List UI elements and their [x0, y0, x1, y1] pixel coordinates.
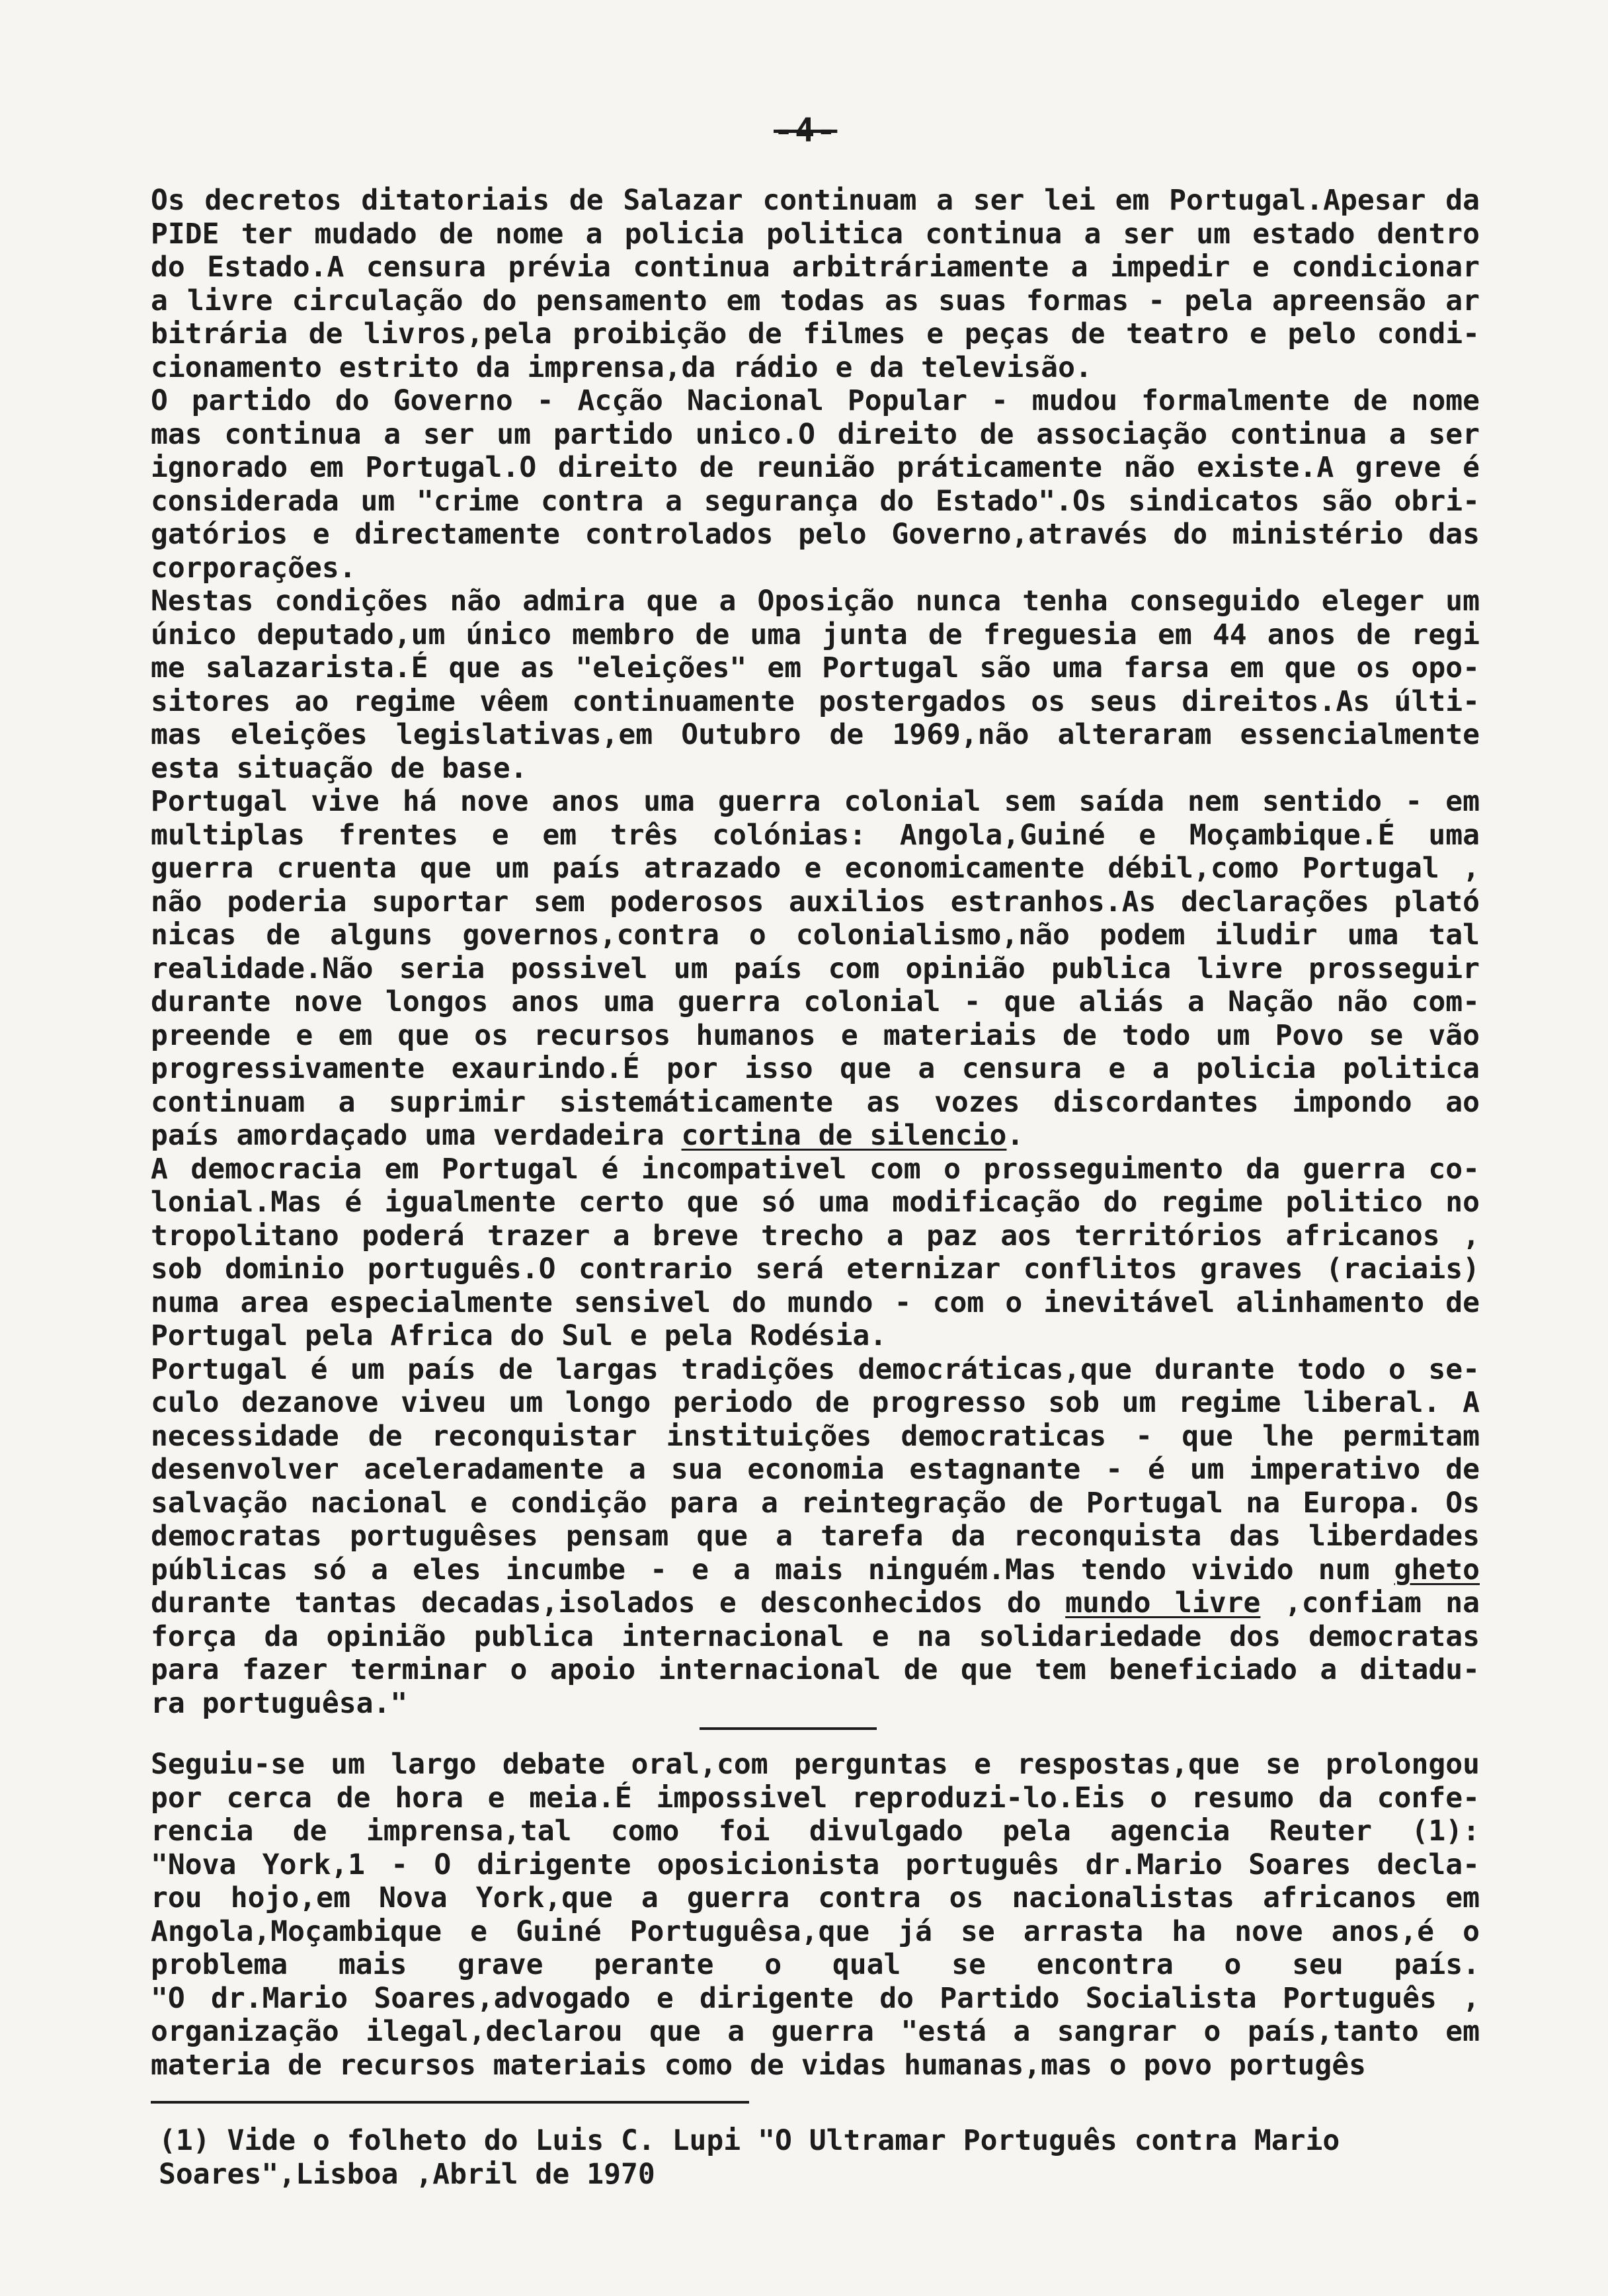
footnote-line: (1) Vide o folheto do Luis C. Lupi "O Ultramar Português contra Mario	[159, 2124, 1340, 2156]
text-line: numa area especialmente sensivel do mundo - com o inevitável alinhamento de	[151, 1286, 1480, 1319]
text-line: do Estado.A censura prévia continua arbitráriamente a impedir e condicionar	[151, 251, 1480, 284]
text-line: O partido do Governo - Acção Nacional Popular - mudou formalmente de nome	[151, 384, 1480, 417]
text-line: problema mais grave perante o qual se encontra o seu país.	[151, 1948, 1480, 1981]
text-line: mas continua a ser um partido unico.O direito de associação continua a ser	[151, 417, 1480, 451]
text-line: guerra cruenta que um país atrazado e economicamente débil,como Portugal ,	[151, 852, 1480, 885]
text-line: mas eleições legislativas,em Outubro de 1969,não alteraram essencialmente	[151, 718, 1480, 751]
text-line: a livre circulação do pensamento em todas as suas formas - pela apreensão ar	[151, 284, 1480, 317]
text-line: Angola,Moçambique e Guiné Portuguêsa,que já se arrasta ha nove anos,é o	[151, 1914, 1480, 1948]
text-line: nicas de alguns governos,contra o colonialismo,não podem iludir uma tal	[151, 919, 1480, 952]
continuation-text	[151, 1748, 1480, 2082]
text-line: força da opinião publica internacional e na solidariedade dos democratas	[151, 1620, 1480, 1653]
text-line: "O dr.Mario Soares,advogado e dirigente do Partido Socialista Português ,	[151, 1981, 1480, 2015]
text-line: Seguiu-se um largo debate oral,com perguntas e respostas,que se prolongou	[151, 1748, 1480, 1781]
text-line: lonial.Mas é igualmente certo que só uma modificação do regime politico no	[151, 1186, 1480, 1219]
text-line: preende e em que os recursos humanos e materiais de todo um Povo se vão	[151, 1018, 1480, 1052]
text-line: ra portuguêsa."	[151, 1686, 408, 1720]
text-line: para fazer terminar o apoio internacional de que tem beneficiado a ditadu-	[151, 1653, 1480, 1686]
text-line: democratas portuguêses pensam que a tarefa da reconquista das liberdades	[151, 1520, 1480, 1553]
page-number: -4-	[774, 111, 838, 149]
text-line: gatórios e directamente controlados pelo Governo,através do ministério das	[151, 518, 1480, 551]
text-line: por cerca de hora e meia.É impossivel reproduzi-lo.Eis o resumo da confe-	[151, 1781, 1480, 1815]
section-divider	[700, 1727, 877, 1730]
text-line: considerada um "crime contra a segurança do Estado".Os sindicatos são obri-	[151, 484, 1480, 518]
text-line: durante tantas decadas,isolados e desconhecidos do mundo livre ,confiam na	[151, 1586, 1480, 1620]
text-line: continuam a suprimir sistemáticamente as vozes discordantes impondo ao	[151, 1085, 1480, 1119]
text-line: "Nova York,1 - O dirigente oposicionista português dr.Mario Soares decla-	[151, 1848, 1480, 1881]
text-line: sob dominio português.O contrario será eternizar conflitos graves (raciais)	[151, 1252, 1480, 1286]
main-text	[151, 184, 1480, 1720]
text-line: único deputado,um único membro de uma junta de freguesia em 44 anos de regi	[151, 618, 1480, 651]
text-line: salvação nacional e condição para a reintegração de Portugal na Europa. Os	[151, 1486, 1480, 1520]
text-line: ignorado em Portugal.O direito de reunião práticamente não existe.A greve é	[151, 451, 1480, 484]
footnote-divider	[151, 2101, 749, 2104]
text-line: não poderia suportar sem poderosos auxilios estranhos.As declarações plató	[151, 885, 1480, 919]
text-line: A democracia em Portugal é incompativel com o prosseguimento da guerra co-	[151, 1152, 1480, 1186]
text-line: organização ilegal,declarou que a guerra "está a sangrar o país,tanto em	[151, 2015, 1480, 2048]
text-line: me salazarista.É que as "eleições" em Portugal são uma farsa em que os opo-	[151, 651, 1480, 684]
text-line: rencia de imprensa,tal como foi divulgado pela agencia Reuter (1):	[151, 1815, 1480, 1848]
text-line: necessidade de reconquistar instituições democraticas - que lhe permitam	[151, 1419, 1480, 1453]
footnote-line: Soares",Lisboa ,Abril de 1970	[159, 2157, 655, 2190]
text-line: bitrária de livros,pela proibição de filmes e peças de teatro e pelo condi-	[151, 317, 1480, 350]
text-line: Nestas condições não admira que a Oposição nunca tenha conseguido eleger um	[151, 585, 1480, 618]
text-line: corporações.	[151, 551, 356, 585]
text-line: progressivamente exaurindo.É por isso que a censura e a policia politica	[151, 1052, 1480, 1085]
text-line: cionamento estrito da imprensa,da rádio e da televisão.	[151, 350, 1092, 384]
text-line: públicas só a eles incumbe - e a mais ninguém.Mas tendo vivido num gheto	[151, 1553, 1480, 1586]
text-line: Portugal vive há nove anos uma guerra colonial sem saída nem sentido - em	[151, 785, 1480, 818]
text-line: materia de recursos materiais como de vidas humanas,mas o povo portugês	[151, 2048, 1367, 2082]
text-line: PIDE ter mudado de nome a policia politica continua a ser um estado dentro	[151, 217, 1480, 251]
text-line: tropolitano poderá trazer a breve trecho a paz aos territórios africanos ,	[151, 1219, 1480, 1252]
text-line: Portugal pela Africa do Sul e pela Rodésia.	[151, 1319, 887, 1352]
text-line: rou hojo,em Nova York,que a guerra contra os nacionalistas africanos em	[151, 1881, 1480, 1914]
text-line: país amordaçado uma verdadeira cortina de silencio.	[151, 1119, 1024, 1152]
text-line: Portugal é um país de largas tradições democráticas,que durante todo o se-	[151, 1352, 1480, 1386]
text-line: durante nove longos anos uma guerra colonial - que aliás a Nação não com-	[151, 985, 1480, 1018]
text-line: multiplas frentes e em três colónias: Angola,Guiné e Moçambique.É uma	[151, 818, 1480, 852]
text-line: sitores ao regime vêem continuamente postergados os seus direitos.As últi-	[151, 684, 1480, 718]
text-line: culo dezanove viveu um longo periodo de progresso sob um regime liberal. A	[151, 1386, 1480, 1419]
text-line: desenvolver aceleradamente a sua economia estagnante - é um imperativo de	[151, 1453, 1480, 1486]
footnote	[159, 2123, 1415, 2190]
text-line: esta situação de base.	[151, 751, 528, 785]
text-line: Os decretos ditatoriais de Salazar continuam a ser lei em Portugal.Apesar da	[151, 184, 1480, 217]
text-line: realidade.Não seria possivel um país com opinião publica livre prosseguir	[151, 952, 1480, 985]
